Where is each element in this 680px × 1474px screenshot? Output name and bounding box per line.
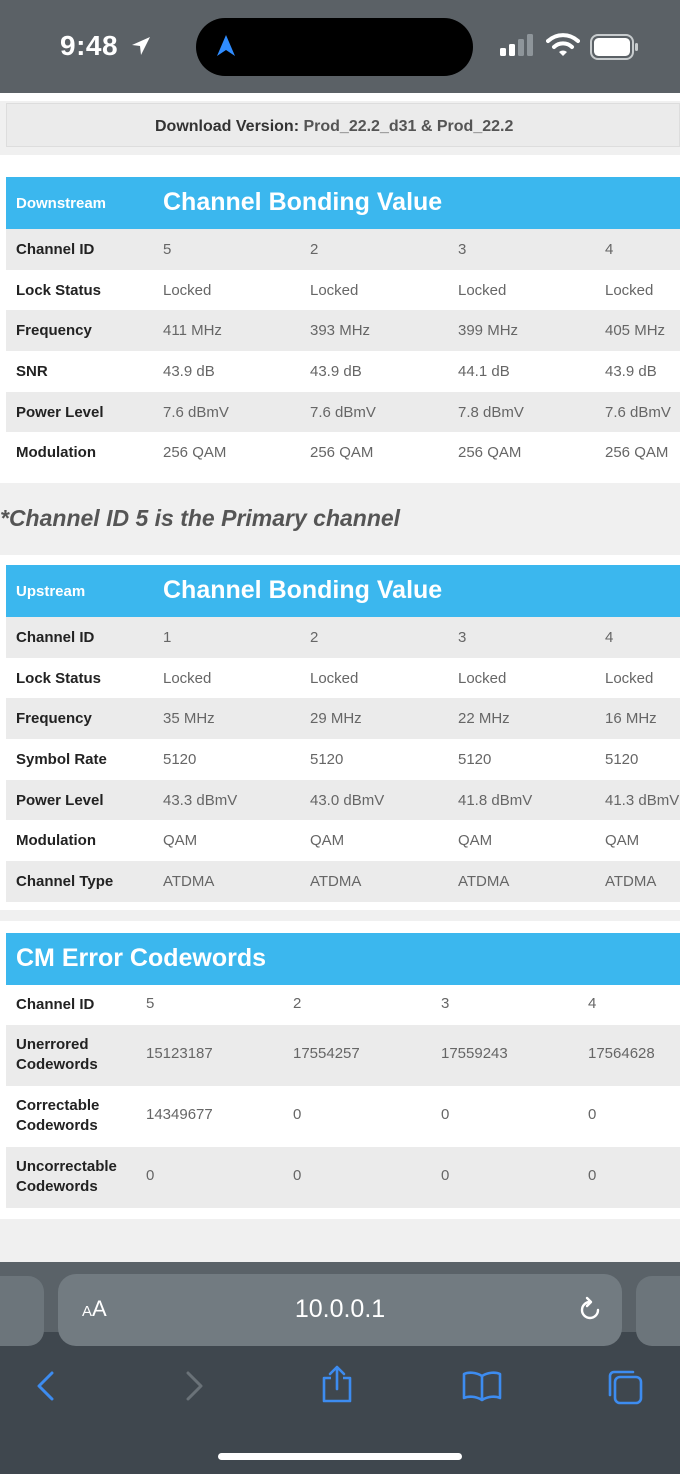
upstream-header [6,565,680,617]
row-label: Channel ID [16,996,95,1013]
upstream-label: Upstream [16,583,86,600]
row-label: Modulation [16,832,96,850]
cell-2: 43.9 dB [310,363,362,381]
cell-2: 256 QAM [310,444,374,462]
upstream-row-4 [6,739,680,780]
cell-4: 0 [588,1106,597,1123]
errors-row-1 [6,985,680,1025]
errors-row-3 [6,1086,680,1147]
share-icon[interactable] [320,1364,354,1409]
downstream-header [6,177,680,229]
downstream-title: Channel Bonding Value [163,188,443,216]
status-time: 9:48 [60,30,119,61]
download-version-box [6,103,680,147]
primary-channel-note: *Channel ID 5 is the Primary channel [0,505,401,531]
cell-3: 256 QAM [458,444,522,462]
cell-3: 44.1 dB [458,363,510,381]
row-label: Symbol Rate [16,751,107,769]
text-size-button[interactable]: AA [82,1296,107,1321]
reload-icon[interactable] [576,1296,604,1329]
cell-4: 7.6 dBmV [605,403,671,421]
cell-4: 405 MHz [605,322,666,340]
upstream-row-6 [6,820,680,861]
row-label: Channel ID [16,629,95,646]
cell-4: 0 [588,1167,597,1184]
wifi-icon [546,32,580,63]
cellular-signal-icon [500,34,536,61]
cell-3: 7.8 dBmV [458,403,524,421]
navigation-icon [216,34,236,63]
cell-3: 399 MHz [458,322,519,340]
cell-2: Locked [310,669,359,687]
cell-4: 41.3 dBmV [605,791,680,809]
cell-1: 14349677 [146,1106,213,1123]
cell-1: 0 [146,1167,155,1184]
web-page [0,93,680,1273]
download-version-value: Prod_22.2_d31 & Prod_22.2 [303,118,514,135]
downstream-panel [0,155,680,483]
download-version-label: Download Version: [155,118,300,135]
upstream-table [6,565,680,902]
downstream-table [6,177,680,473]
status-bar [0,0,680,93]
downstream-row-6 [6,432,680,473]
row-label: Lock Status [16,669,102,687]
cell-3: Locked [458,669,507,687]
downstream-label: Downstream [16,195,107,212]
cell-4: ATDMA [605,873,657,891]
cell-2: 29 MHz [310,710,362,728]
cell-4: 43.9 dB [605,363,657,381]
cell-2: 393 MHz [310,322,371,340]
url-text: 10.0.0.1 [294,1295,386,1323]
cell-2: 0 [293,1106,302,1123]
error-codewords-title: CM Error Codewords [16,944,267,972]
downstream-row-5 [6,392,680,433]
cell-1: QAM [163,832,198,850]
cell-3: 41.8 dBmV [458,791,533,809]
cell-1: Locked [163,281,212,299]
dynamic-island [196,18,473,76]
upstream-row-2 [6,658,680,699]
cell-1: 5 [146,995,155,1012]
row-label: Power Level [16,403,104,421]
row-label: Modulation [16,444,96,462]
cell-4: 5120 [605,751,639,769]
cell-1: 1 [163,629,172,646]
cell-4: 4 [588,995,597,1012]
row-label: Channel ID [16,241,95,258]
cell-3: Locked [458,281,507,299]
row-label: SNR [16,363,48,381]
cell-1: 5 [163,241,172,258]
cell-3: 3 [458,629,467,646]
cell-1: 411 MHz [163,322,222,340]
downstream-row-4 [6,351,680,392]
cell-4: 17564628 [588,1045,655,1062]
error-codewords-table [6,933,680,1208]
cell-2: QAM [310,832,345,850]
cell-1: 43.9 dB [163,363,215,381]
cell-1: 5120 [163,751,197,769]
cell-2: ATDMA [310,873,362,891]
cell-3: 22 MHz [458,710,510,728]
cell-4: 16 MHz [605,710,657,728]
cell-3: 17559243 [441,1045,508,1062]
cell-4: Locked [605,281,654,299]
cell-4: Locked [605,669,654,687]
home-indicator [218,1453,462,1460]
row-label: Frequency [16,710,92,728]
browser-toolbar [0,1262,680,1474]
cell-4: 4 [605,241,614,258]
errors-row-4 [6,1147,680,1208]
error-codewords-header [6,933,680,985]
cell-1: 256 QAM [163,444,227,462]
address-bar[interactable] [58,1274,622,1346]
cell-3: 0 [441,1167,450,1184]
cell-3: 3 [458,241,467,258]
cell-2: 2 [310,629,319,646]
cell-3: ATDMA [458,873,510,891]
cell-2: 2 [293,995,302,1012]
cell-2: 7.6 dBmV [310,403,376,421]
cell-1: 15123187 [146,1045,213,1062]
next-tab-preview[interactable] [636,1276,680,1346]
cell-2: 5120 [310,751,344,769]
error-codewords-panel [0,921,680,1219]
bookmarks-icon[interactable] [462,1370,502,1407]
cell-3: 0 [441,1106,450,1123]
cell-3: 3 [441,995,450,1012]
cell-2: 17554257 [293,1045,360,1062]
cell-1: ATDMA [163,873,215,891]
cell-1: Locked [163,669,212,687]
previous-tab-preview[interactable] [0,1276,44,1346]
row-label: Correctable Codewords [16,1097,100,1134]
upstream-row-1 [6,617,680,658]
upstream-row-7 [6,861,680,902]
row-label: Frequency [16,322,92,340]
upstream-title: Channel Bonding Value [163,576,443,604]
cell-4: 4 [605,629,614,646]
cell-2: Locked [310,281,359,299]
cell-1: 35 MHz [163,710,215,728]
cell-1: 43.3 dBmV [163,791,238,809]
downstream-row-3 [6,310,680,351]
cell-4: QAM [605,832,640,850]
errors-row-2 [6,1025,680,1086]
location-arrow-icon [130,35,152,62]
cell-3: QAM [458,832,493,850]
cell-2: 2 [310,241,319,258]
forward-icon[interactable] [182,1370,206,1407]
upstream-panel [0,555,680,910]
row-label: Channel Type [16,873,114,891]
upstream-row-3 [6,698,680,739]
downstream-row-2 [6,270,680,311]
row-label: Power Level [16,791,104,809]
upstream-row-5 [6,780,680,821]
back-icon[interactable] [34,1370,58,1407]
battery-icon [590,34,640,65]
cell-1: 7.6 dBmV [163,403,229,421]
downstream-row-1 [6,229,680,270]
cell-4: 256 QAM [605,444,669,462]
row-label: Lock Status [16,281,102,299]
cell-2: 43.0 dBmV [310,791,385,809]
row-label: Uncorrectable Codewords [16,1158,117,1195]
row-label: Unerrored Codewords [16,1036,98,1073]
tabs-icon[interactable] [606,1368,644,1411]
cell-3: 5120 [458,751,492,769]
cell-2: 0 [293,1167,302,1184]
